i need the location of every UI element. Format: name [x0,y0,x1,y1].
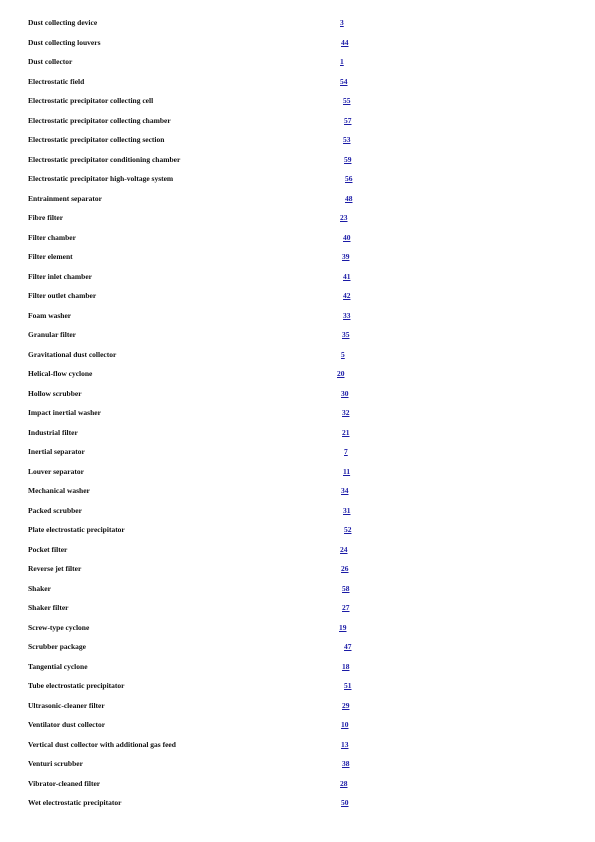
index-entry [0,677,595,697]
index-entry [0,443,595,463]
page-number-link[interactable]: 7 [344,447,348,456]
index-entry [0,73,595,93]
index-entry [0,34,595,54]
index-entry [0,170,595,190]
page-number-link[interactable]: 59 [344,154,352,164]
page-number-link[interactable]: 41 [343,271,351,281]
page-number-link[interactable]: 56 [345,174,353,183]
index-term: Ultrasonic-cleaner filter [28,700,105,710]
index-term: Entrainment separator [28,193,102,203]
page-number-link[interactable]: 30 [341,388,349,398]
page-number-link[interactable]: 20 [337,369,345,378]
page-number-link[interactable]: 40 [343,232,351,242]
page-number-link[interactable]: 26 [341,564,349,573]
index-term: Tangential cyclone [28,661,88,671]
index-entry [0,619,595,639]
page-number-link[interactable]: 5 [341,349,345,359]
page-number-link[interactable]: 28 [340,778,348,788]
index-entry [0,112,595,132]
index-term: Pocket filter [28,544,68,554]
page-number-link[interactable]: 35 [342,330,350,339]
index-entry [0,151,595,171]
index-term: Electrostatic precipitator conditioning chamber [28,154,181,164]
page-number-link[interactable]: 24 [340,544,348,554]
index-term: Filter element [28,252,73,261]
page-number-link[interactable]: 32 [342,408,350,417]
page-number-link[interactable]: 18 [342,661,350,671]
index-term: Ventilator dust collector [28,720,106,729]
page-number-link[interactable]: 54 [340,76,348,86]
index-term: Vibrator-cleaned filter [28,778,101,788]
page-number-link[interactable]: 42 [343,291,351,300]
index-term: Plate electrostatic precipitator [28,525,125,534]
index-term: Dust collector [28,57,73,66]
index-entry [0,268,595,288]
index-entry [0,697,595,717]
index-entry [0,755,595,775]
index-entry [0,521,595,541]
index-term: Electrostatic precipitator collecting section [28,135,165,144]
index-term: Scrubber package [28,642,86,651]
index-term: Helical-flow cyclone [28,369,93,378]
index-entry [0,131,595,151]
index-term: Hollow scrubber [28,388,82,398]
index-entry [0,599,595,619]
index-entry [0,190,595,210]
index-entry [0,424,595,444]
page-number-link[interactable]: 11 [343,466,351,476]
index-term: Impact inertial washer [28,408,101,417]
index-entry [0,307,595,327]
index-term: Granular filter [28,330,76,339]
index-term: Tube electrostatic precipitator [28,681,125,690]
page-number-link[interactable]: 3 [340,18,344,27]
page-number-link[interactable]: 52 [344,525,352,534]
page-number-link[interactable]: 13 [341,739,349,749]
index-term: Electrostatic field [28,76,85,86]
index-entry [0,248,595,268]
index-term: Venturi scrubber [28,759,83,768]
index-term: Vertical dust collector with additional gas feed [28,739,176,749]
index-term: Shaker filter [28,603,69,612]
index-term: Dust collecting louvers [28,37,101,47]
index-term: Gravitational dust collector [28,349,117,359]
page-number-link[interactable]: 44 [341,37,349,47]
index-term: Industrial filter [28,427,78,437]
page-number-link[interactable]: 31 [343,505,351,515]
page-number-link[interactable]: 21 [342,427,350,437]
index-term: Foam washer [28,310,72,320]
page-number-link[interactable]: 39 [342,252,350,261]
index-term: Electrostatic precipitator collecting chamber [28,115,171,125]
index-term: Reverse jet filter [28,564,82,573]
index-entry [0,365,595,385]
page-number-link[interactable]: 23 [340,213,348,222]
index-entry [0,463,595,483]
page-number-link[interactable]: 51 [344,681,352,690]
index-term: Wet electrostatic precipitator [28,798,122,807]
index-entry [0,209,595,229]
index-entry [0,346,595,366]
index-term: Inertial separator [28,447,85,456]
page-number-link[interactable]: 47 [344,642,352,651]
page-number-link[interactable]: 10 [341,720,349,729]
index-entry [0,229,595,249]
index-term: Electrostatic precipitator high-voltage system [28,174,174,183]
index-entry [0,404,595,424]
index-entry [0,385,595,405]
page-number-link[interactable]: 33 [343,310,351,320]
index-entry [0,53,595,73]
index-entry [0,638,595,658]
page-number-link[interactable]: 19 [339,622,347,632]
index-term: Shaker [28,583,51,593]
index-entry [0,541,595,561]
term-index-list [0,14,595,814]
index-term: Packed scrubber [28,505,82,515]
index-entry [0,716,595,736]
index-entry [0,482,595,502]
index-term: Fibre filter [28,213,64,222]
index-entry [0,287,595,307]
index-term: Louver separator [28,466,84,476]
page-number-link[interactable]: 57 [344,115,352,125]
page-number-link[interactable]: 29 [342,700,350,710]
page-number-link[interactable]: 55 [343,96,351,105]
index-entry [0,658,595,678]
page-number-link[interactable]: 58 [342,583,350,593]
index-entry [0,502,595,522]
index-entry [0,326,595,346]
index-term: Mechanical washer [28,486,90,495]
page-number-link[interactable]: 48 [345,193,353,203]
page-number-link[interactable]: 27 [342,603,350,612]
index-term: Electrostatic precipitator collecting cell [28,96,154,105]
index-term: Filter inlet chamber [28,271,93,281]
index-term: Dust collecting device [28,18,98,27]
index-entry [0,14,595,34]
page-number-link[interactable]: 38 [342,759,350,768]
index-entry [0,736,595,756]
page-number-link[interactable]: 34 [341,486,349,495]
index-term: Filter outlet chamber [28,291,97,300]
page-number-link[interactable]: 50 [341,798,349,807]
index-entry [0,775,595,795]
index-entry [0,92,595,112]
index-term: Filter chamber [28,232,76,242]
index-entry [0,580,595,600]
index-entry [0,560,595,580]
page-number-link[interactable]: 1 [340,57,344,66]
index-entry [0,794,595,814]
page-number-link[interactable]: 53 [343,135,351,144]
index-term: Screw-type cyclone [28,622,90,632]
